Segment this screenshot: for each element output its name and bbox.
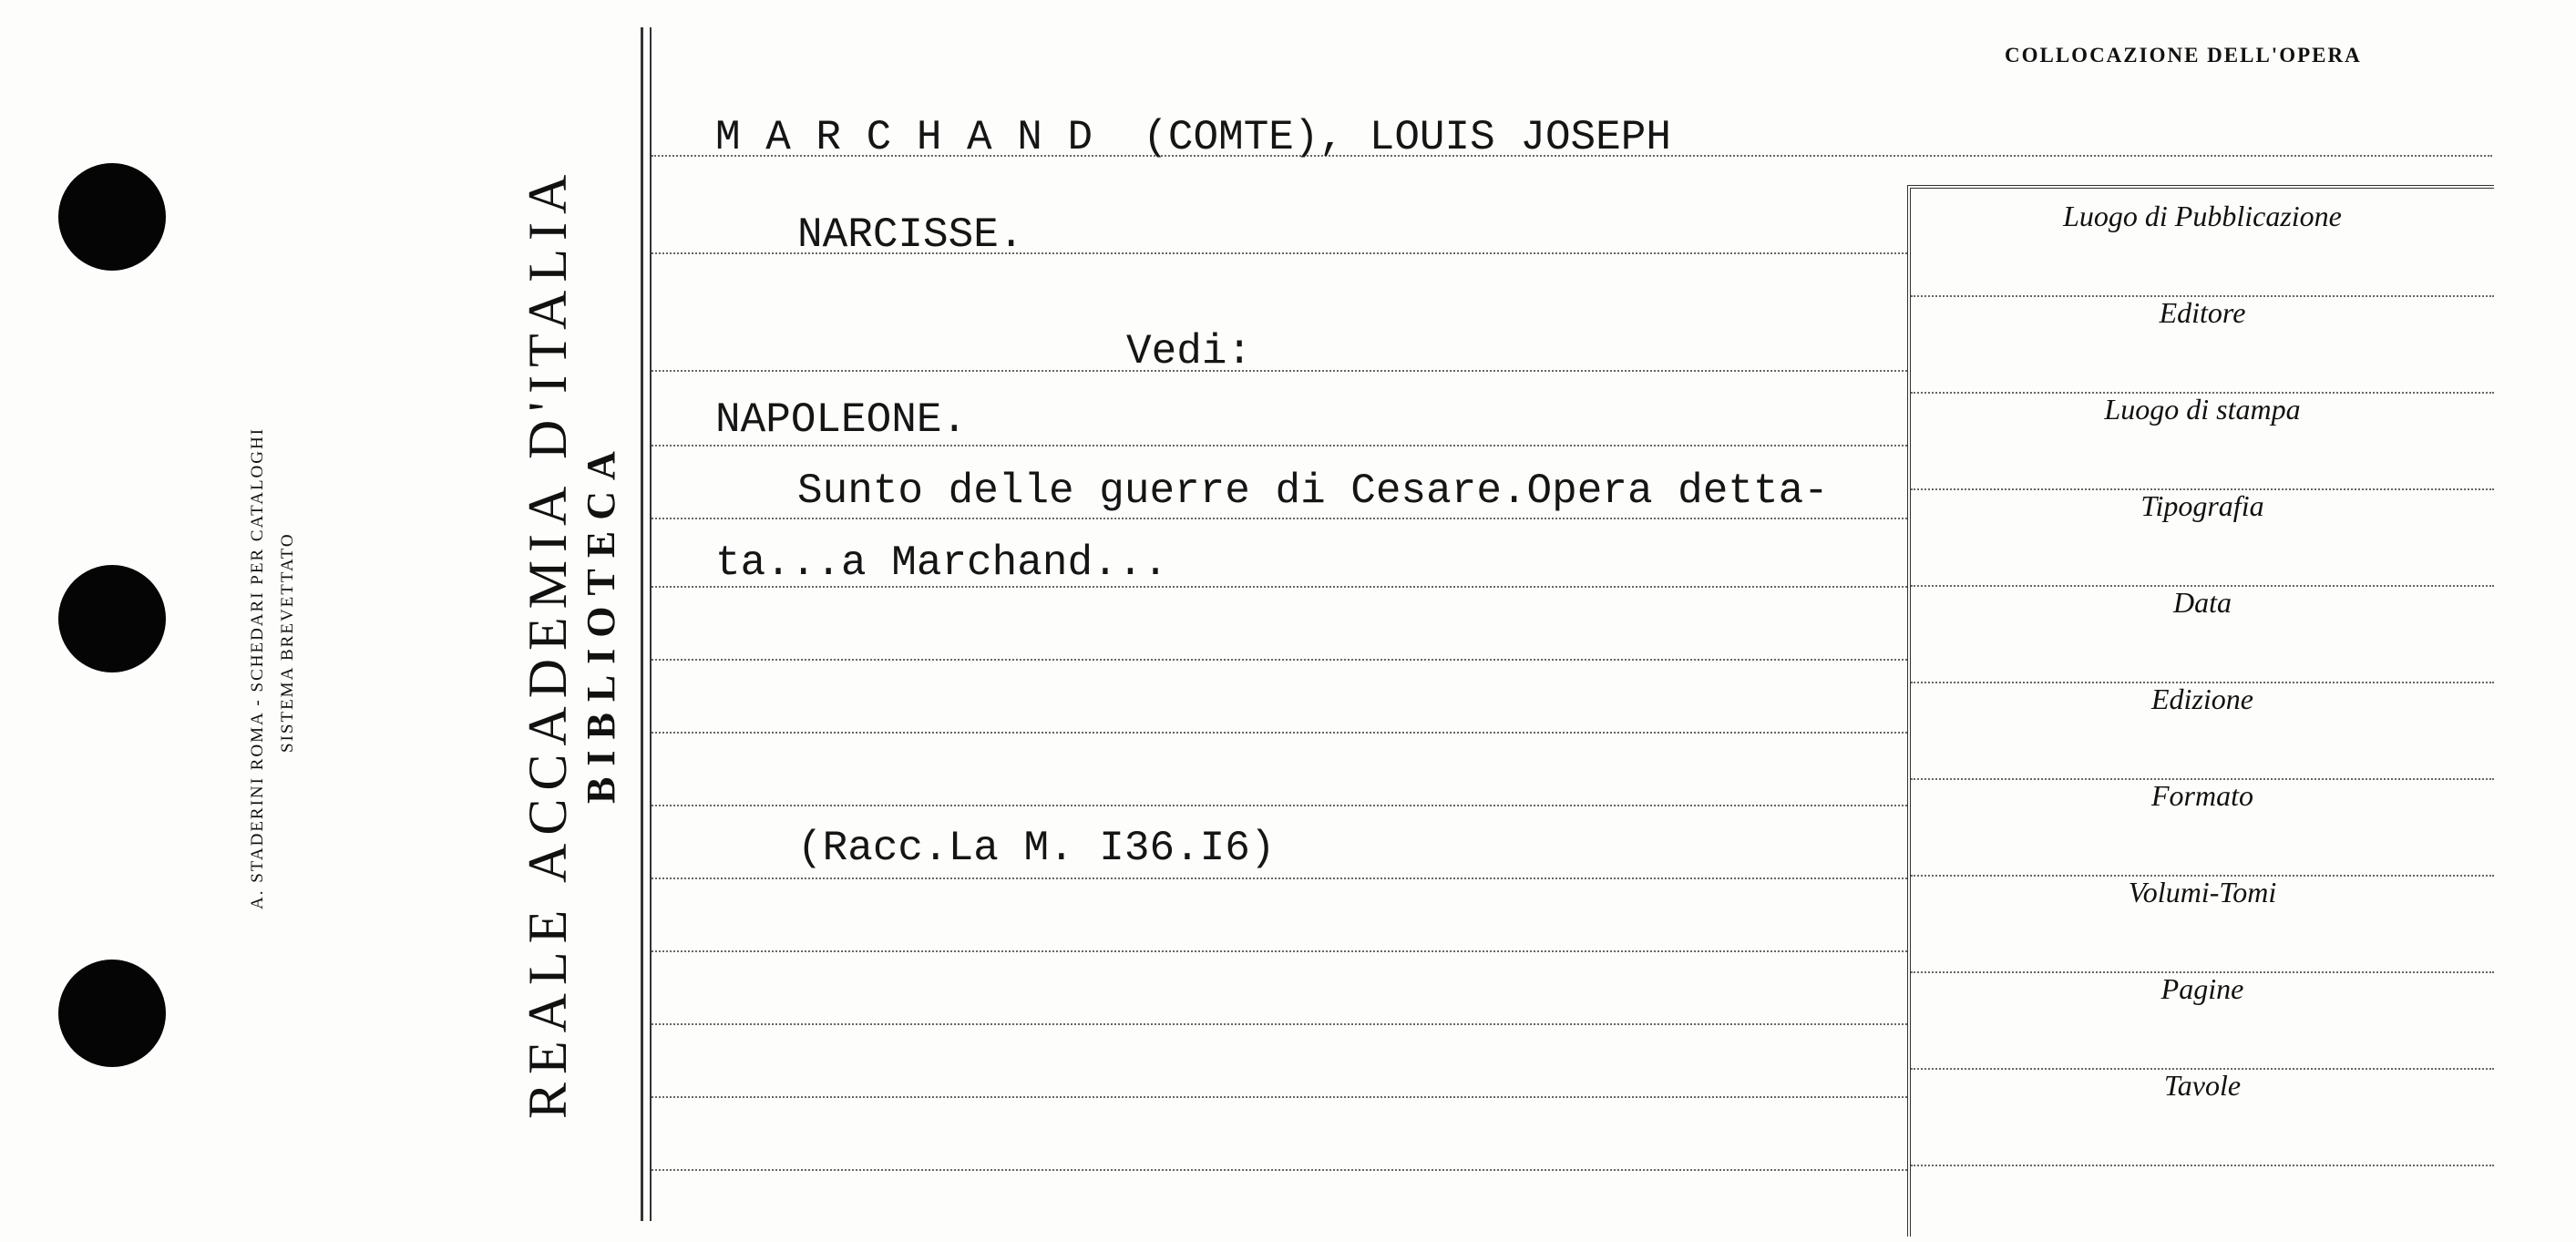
collocazione-label: COLLOCAZIONE DELL'OPERA (2005, 44, 2362, 67)
punch-hole (58, 565, 166, 672)
field-label-data: Data (2173, 586, 2232, 619)
ruled-line (652, 732, 1907, 734)
field-label-editore: Editore (2159, 296, 2246, 329)
entry-heading-cont: NARCISSE. (797, 211, 1024, 259)
institution-title: REALE ACCADEMIA D'ITALIA (518, 166, 578, 1119)
department-title: BIBLIOTECA (579, 440, 623, 804)
entry-shelfmark: (Racc.La M. I36.I6) (797, 825, 1276, 872)
field-label-luogo-pubblicazione: Luogo di Pubblicazione (2063, 200, 2342, 232)
margin-rule (650, 27, 652, 1221)
ruled-line (652, 518, 1907, 519)
entry-see-ref: Vedi: (1126, 328, 1253, 375)
ruled-line (652, 445, 1907, 447)
printer-imprint: A. STADERINI ROMA - SCHEDARI PER CATALOGHI (248, 426, 267, 909)
entry-title-cont: ta...a Marchand... (715, 539, 1168, 587)
ruled-line (652, 950, 1907, 952)
field-label-pagine: Pagine (2160, 972, 2244, 1005)
entry-title: Sunto delle guerre di Cesare.Opera detta- (797, 467, 1829, 515)
ruled-line (652, 1096, 1907, 1098)
field-label-luogo-stampa: Luogo di stampa (2104, 393, 2301, 426)
ruled-line (652, 1023, 1907, 1025)
ruled-line (652, 805, 1907, 806)
field-label-tipografia: Tipografia (2140, 489, 2264, 522)
margin-rule (641, 27, 643, 1221)
printer-imprint-sub: SISTEMA BREVETTATO (278, 532, 297, 753)
field-line (1911, 1165, 2494, 1166)
punch-hole (58, 960, 166, 1067)
ruled-line (652, 1169, 1907, 1171)
ruled-line (652, 659, 1907, 661)
field-label-volumi-tomi: Volumi-Tomi (2128, 876, 2277, 908)
field-label-edizione: Edizione (2151, 683, 2253, 715)
entry-author: NAPOLEONE. (715, 396, 968, 444)
punch-hole (58, 163, 166, 271)
field-label-formato: Formato (2151, 779, 2253, 812)
field-label-tavole: Tavole (2163, 1069, 2242, 1102)
ruled-line (652, 370, 1907, 372)
bibliographic-fields-panel (1907, 185, 2494, 1237)
ruled-line (652, 878, 1907, 879)
entry-heading: M A R C H A N D (COMTE), LOUIS JOSEPH (715, 114, 1671, 161)
